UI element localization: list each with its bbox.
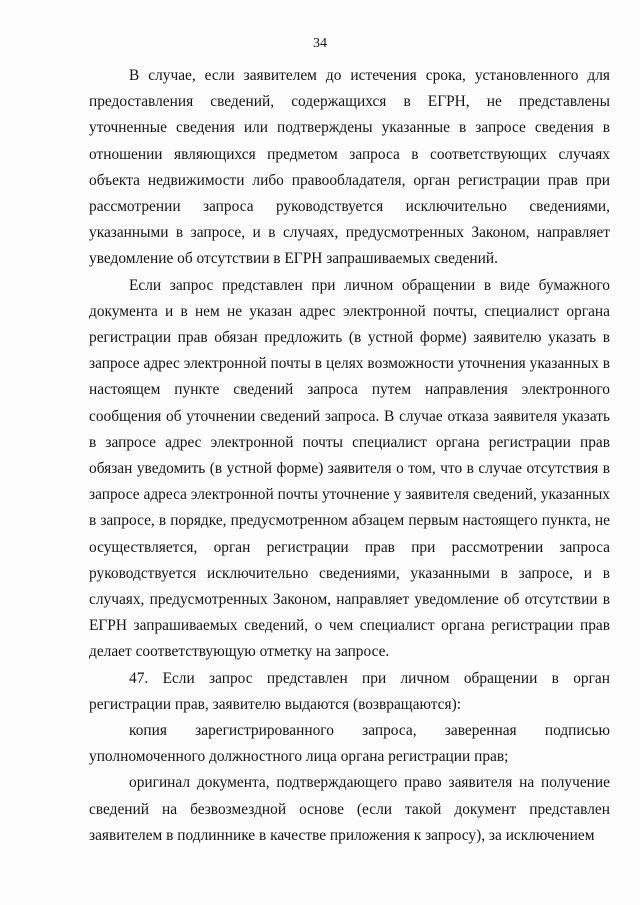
paragraph-5: оригинал документа, подтверждающего право заявителя на получение сведений на безвозмездной основе (если такой документ представлен заявителем в подлиннике в качестве приложения к запросу), за исключением: [89, 774, 610, 844]
paragraph-1: В случае, если заявителем до истечения срока, установленного для предоставления сведений, содержащихся в ЕГРН, не представлены уточненные сведения или подтверждены указанные в запросе сведения в отношении являющихся предметом запроса в соответствующих случаях объекта недвижимости либо правообладателя, орган регистрации прав при рассмотрении запроса руководствуется исключительно сведениями, указанными в запросе, и в случаях, предусмотренных Законом, направляет уведомление об отсутствии в ЕГРН запрашиваемых сведений.: [89, 67, 610, 268]
page-number: 34: [313, 36, 327, 51]
paragraph-2: Если запрос представлен при личном обращении в виде бумажного документа и в нем не указан адрес электронной почты, специалист органа регистрации прав обязан предложить (в устной форме) заявителю указать в запросе адрес электронной почты в целях возможности уточнения указанных в настоящем пункте сведений запроса путем направления электронного сообщения об уточнении сведений запроса. В случае отказа заявителя указать в запросе адрес электронной почты специалист органа регистрации прав обязан уведомить (в устной форме) заявителя о том, что в случае отсутствия в запросе адреса электронной почты уточнение у заявителя сведений, указанных в запросе, в порядке, предусмотренном абзацем первым настоящего пункта, не осуществляется, орган регистрации прав при рассмотрении запроса руководствуется исключительно сведениями, указанными в запросе, и в случаях, предусмотренных Законом, направляет уведомление об отсутствии в ЕГРН запрашиваемых сведений, о чем специалист органа регистрации прав делает соответствующую отметку на запросе.: [89, 276, 610, 661]
paragraph-4: копия зарегистрированного запроса, заверенная подписью уполномоченного должностного лица органа регистрации прав;: [89, 722, 610, 766]
document-body: [89, 63, 610, 849]
paragraph-3: 47. Если запрос представлен при личном обращении в орган регистрации прав, заявителю выдаются (возвращаются):: [89, 669, 610, 713]
